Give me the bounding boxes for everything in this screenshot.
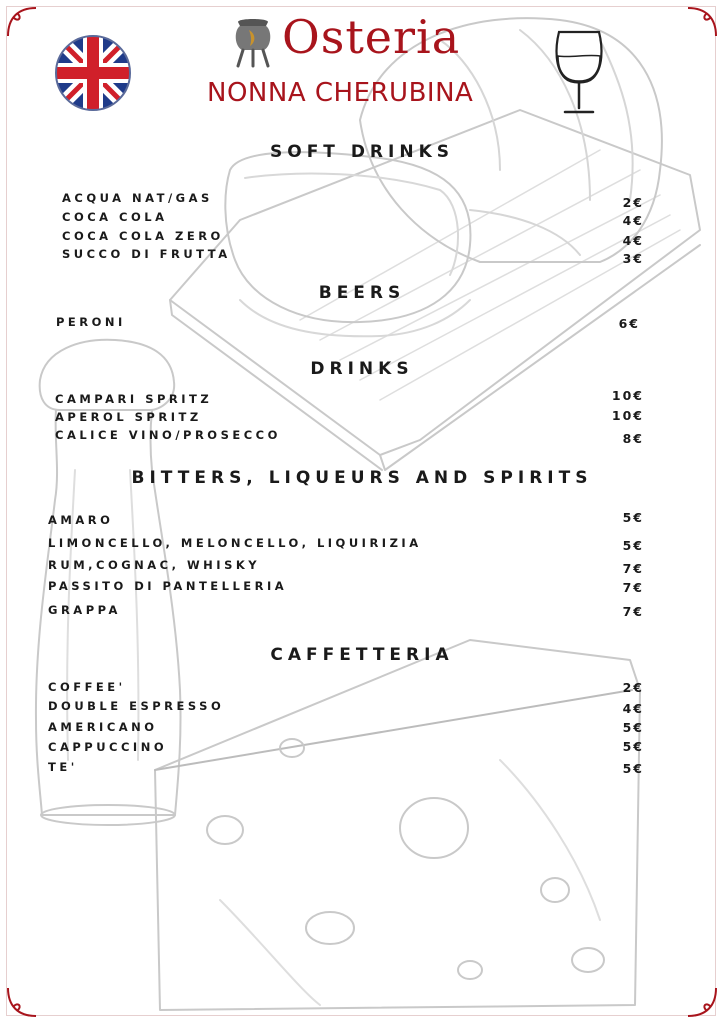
section-heading-beers: BEERS (318, 283, 406, 303)
brand-subtitle: NONNA CHERUBINA (207, 78, 474, 108)
corner-ornament-icon (4, 980, 44, 1020)
menu-item-price: 4€ (622, 233, 644, 248)
section-heading-spirits: BITTERS, LIQUEURS AND SPIRITS (131, 468, 593, 488)
menu-item-name: AMERICANO (48, 720, 158, 734)
menu-item-name: ACQUA NAT/GAS (62, 191, 213, 205)
section-heading-soft-drinks: SOFT DRINKS (270, 142, 454, 162)
menu-item-name: PERONI (56, 315, 126, 329)
menu-item-price: 7€ (622, 561, 644, 576)
menu-item-price: 6€ (618, 316, 640, 331)
corner-ornament-icon (4, 4, 44, 44)
menu-item-name: CALICE VINO/PROSECCO (55, 428, 281, 442)
menu-item-name: SUCCO DI FRUTTA (62, 247, 231, 261)
menu-item-name: GRAPPA (48, 603, 121, 617)
menu-item-price: 4€ (622, 701, 644, 716)
menu-item-name: RUM,COGNAC, WHISKY (48, 558, 261, 572)
menu-item-name: CAPPUCCINO (48, 740, 168, 754)
menu-item-price: 7€ (622, 604, 644, 619)
menu-item-name: AMARO (48, 513, 114, 527)
menu-item-price: 10€ (611, 388, 644, 403)
menu-item-price: 5€ (622, 761, 644, 776)
menu-item-price: 10€ (611, 408, 644, 423)
menu-item-price: 4€ (622, 213, 644, 228)
menu-item-name: CAMPARI SPRITZ (55, 392, 213, 406)
section-heading-caffetteria: CAFFETTERIA (270, 645, 454, 665)
menu-item-price: 2€ (622, 195, 644, 210)
menu-item-price: 5€ (622, 510, 644, 525)
corner-ornament-icon (680, 980, 720, 1020)
menu-item-name: COCA COLA ZERO (62, 229, 224, 243)
menu-item-name: PASSITO DI PANTELLERIA (48, 579, 288, 593)
wine-glass-icon (551, 28, 607, 116)
menu-item-name: LIMONCELLO, MELONCELLO, LIQUIRIZIA (48, 536, 422, 550)
brand-title: Osteria (282, 10, 461, 64)
menu-item-price: 5€ (622, 739, 644, 754)
menu-item-price: 2€ (622, 680, 644, 695)
menu-item-price: 3€ (622, 251, 644, 266)
menu-item-price: 5€ (622, 538, 644, 553)
uk-flag-icon[interactable] (53, 33, 133, 113)
section-heading-drinks: DRINKS (310, 359, 414, 379)
menu-item-name: APEROL SPRITZ (55, 410, 202, 424)
menu-item-price: 8€ (622, 431, 644, 446)
menu-item-name: TE' (48, 760, 78, 774)
corner-ornament-icon (680, 4, 720, 44)
menu-item-price: 7€ (622, 580, 644, 595)
menu-item-name: COCA COLA (62, 210, 168, 224)
tripod-pot-logo-icon (230, 16, 276, 68)
menu-item-name: DOUBLE ESPRESSO (48, 699, 225, 713)
menu-item-price: 5€ (622, 720, 644, 735)
menu-item-name: COFFEE' (48, 680, 126, 694)
